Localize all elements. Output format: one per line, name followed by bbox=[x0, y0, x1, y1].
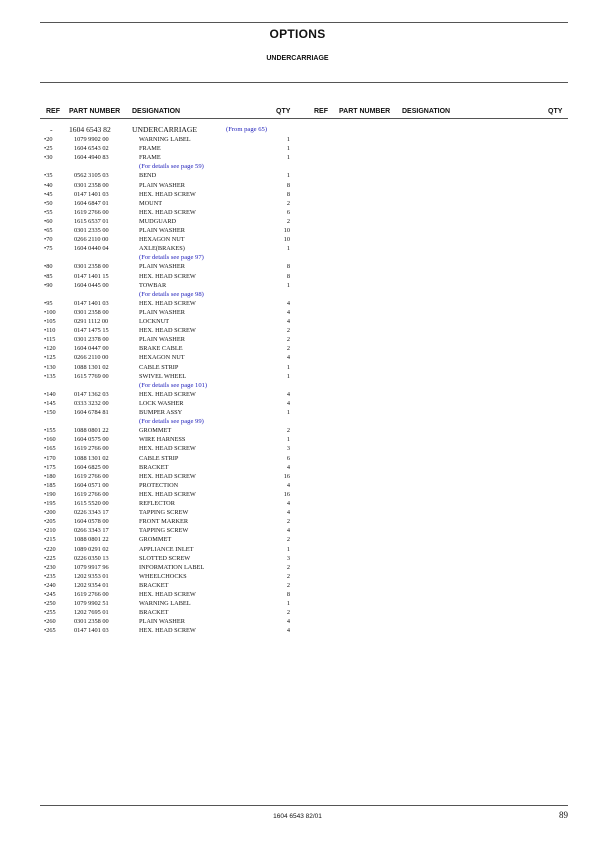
part-number-cell: 1079 9902 00 bbox=[74, 136, 109, 143]
parts-row bbox=[0, 572, 300, 581]
designation-cell: HEX. HEAD SCREW bbox=[139, 299, 196, 307]
ref-cell: •260 bbox=[44, 618, 56, 626]
qty-cell: 4 bbox=[286, 481, 290, 489]
parts-row bbox=[0, 226, 300, 235]
designation-cell: UNDERCARRIAGE bbox=[132, 125, 197, 134]
parts-row bbox=[0, 217, 300, 226]
part-number-cell: 1604 0447 00 bbox=[74, 345, 109, 353]
parts-row bbox=[0, 135, 300, 144]
qty-cell: 4 bbox=[286, 527, 290, 535]
part-number-cell: 0301 2358 00 bbox=[74, 308, 109, 316]
parts-row bbox=[0, 208, 300, 217]
part-number-cell: 0226 0350 13 bbox=[74, 554, 109, 562]
ref-cell: •55 bbox=[44, 208, 53, 216]
designation-cell: CABLE STRIP bbox=[139, 363, 179, 371]
designation-cell: CABLE STRIP bbox=[139, 454, 179, 462]
ref-cell: •175 bbox=[44, 463, 56, 471]
page-number: 89 bbox=[559, 810, 568, 820]
designation-cell: BRACKET bbox=[139, 581, 169, 589]
ref-cell: •20 bbox=[44, 136, 53, 143]
section-subtitle: UNDERCARRIAGE bbox=[266, 55, 329, 62]
ref-cell: •250 bbox=[44, 600, 56, 608]
part-number-cell: 1615 7769 00 bbox=[74, 372, 109, 380]
part-number-cell: 1604 0440 04 bbox=[74, 245, 109, 253]
ref-cell: •130 bbox=[44, 363, 56, 371]
parts-row bbox=[0, 199, 300, 208]
qty-cell: 8 bbox=[286, 272, 290, 280]
designation-cell: INFORMATION LABEL bbox=[139, 563, 205, 571]
ref-cell: •235 bbox=[44, 572, 56, 580]
ref-cell: •25 bbox=[44, 145, 53, 153]
ref-cell: •140 bbox=[44, 390, 56, 398]
part-number-cell: 1619 2766 00 bbox=[74, 490, 109, 498]
qty-cell: 1 bbox=[286, 372, 290, 380]
qty-cell: 4 bbox=[286, 627, 290, 635]
ref-cell: - bbox=[50, 125, 53, 134]
parts-row bbox=[0, 281, 300, 290]
designation-cell: PLAIN WASHER bbox=[139, 263, 185, 271]
parts-row bbox=[0, 144, 300, 153]
qty-cell: 10 bbox=[283, 227, 290, 234]
parts-row bbox=[0, 581, 300, 590]
col-header-qty: QTY bbox=[276, 108, 291, 115]
parts-row bbox=[0, 499, 300, 508]
parts-row bbox=[0, 472, 300, 481]
qty-cell: 16 bbox=[283, 472, 290, 480]
qty-cell: 2 bbox=[286, 327, 290, 335]
part-number-cell: 1619 2766 00 bbox=[74, 445, 109, 453]
qty-cell: 1 bbox=[286, 281, 290, 289]
ref-cell: •180 bbox=[44, 472, 56, 480]
ref-cell: •60 bbox=[44, 217, 53, 225]
qty-cell: 1 bbox=[286, 600, 290, 608]
ref-cell: •150 bbox=[44, 409, 56, 416]
part-number-cell: 0226 3343 17 bbox=[74, 509, 109, 517]
qty-cell: 1 bbox=[286, 145, 290, 153]
ref-cell: •165 bbox=[44, 445, 56, 453]
ref-cell: •265 bbox=[44, 627, 56, 635]
qty-cell: 1 bbox=[286, 363, 290, 371]
page-reference-row bbox=[0, 253, 300, 262]
document-code: 1604 6543 82/01 bbox=[273, 813, 322, 820]
parts-row bbox=[0, 408, 300, 417]
part-number-cell: 1604 6825 00 bbox=[74, 463, 109, 471]
parts-row bbox=[0, 626, 300, 635]
ref-cell: •90 bbox=[44, 281, 53, 289]
footer-rule bbox=[40, 805, 568, 806]
qty-cell: 4 bbox=[286, 299, 290, 307]
designation-cell: WARNING LABEL bbox=[139, 600, 191, 608]
part-number-cell: 0266 2110 00 bbox=[74, 236, 109, 244]
qty-cell: 8 bbox=[286, 263, 290, 271]
ref-cell: •135 bbox=[44, 372, 56, 380]
qty-cell: 6 bbox=[286, 454, 290, 462]
designation-cell: LOCKNUT bbox=[139, 318, 170, 325]
parts-row bbox=[0, 508, 300, 517]
ref-cell: •110 bbox=[44, 327, 56, 335]
designation-cell: HEX. HEAD SCREW bbox=[139, 190, 196, 198]
col-header-part-number: PART NUMBER bbox=[339, 108, 391, 115]
parts-row bbox=[0, 444, 300, 453]
part-number-cell: 0147 1362 03 bbox=[74, 390, 109, 398]
ref-cell: •85 bbox=[44, 272, 53, 280]
parts-row bbox=[0, 390, 300, 399]
page-title: OPTIONS bbox=[269, 27, 326, 41]
parts-row bbox=[0, 353, 300, 362]
designation-cell: PLAIN WASHER bbox=[139, 227, 185, 234]
designation-cell: REFLECTOR bbox=[139, 500, 175, 507]
parts-row bbox=[0, 490, 300, 499]
ref-cell: •80 bbox=[44, 263, 53, 271]
ref-cell: •160 bbox=[44, 436, 56, 444]
parts-row bbox=[0, 372, 300, 381]
qty-cell: 4 bbox=[286, 500, 290, 507]
part-number-cell: 0147 1475 15 bbox=[74, 327, 109, 335]
designation-cell: HEX. HEAD SCREW bbox=[139, 472, 196, 480]
part-number-cell: 0266 3343 17 bbox=[74, 527, 109, 535]
qty-cell: 2 bbox=[286, 536, 290, 544]
parts-row bbox=[0, 262, 300, 271]
ref-cell: •75 bbox=[44, 245, 53, 253]
part-number-cell: 1619 2766 00 bbox=[74, 591, 109, 598]
qty-cell: 4 bbox=[286, 618, 290, 626]
part-number-cell: 1604 0578 00 bbox=[74, 518, 109, 526]
parts-row bbox=[0, 299, 300, 308]
designation-cell: FRAME bbox=[139, 154, 161, 162]
ref-cell: •220 bbox=[44, 545, 56, 553]
page-reference-row bbox=[0, 381, 300, 390]
part-number-cell: 1089 0291 02 bbox=[74, 545, 109, 553]
parts-row bbox=[0, 244, 300, 253]
parts-row bbox=[0, 435, 300, 444]
qty-cell: 10 bbox=[283, 236, 290, 244]
part-number-cell: 1604 6543 82 bbox=[69, 125, 111, 134]
qty-cell: 4 bbox=[286, 399, 290, 407]
page-reference-row bbox=[0, 417, 300, 426]
ref-cell: •35 bbox=[44, 172, 53, 180]
ref-cell: •30 bbox=[44, 154, 53, 162]
qty-cell: 4 bbox=[286, 308, 290, 316]
designation-cell: BRACKET bbox=[139, 609, 169, 617]
ref-cell: •70 bbox=[44, 236, 53, 244]
col-header-designation: DESIGNATION bbox=[402, 108, 451, 115]
qty-cell: 16 bbox=[283, 490, 290, 498]
ref-cell: •185 bbox=[44, 481, 56, 489]
qty-cell: 2 bbox=[286, 581, 290, 589]
designation-cell: HEX. HEAD SCREW bbox=[139, 591, 196, 598]
designation-cell: SWIVEL WHEEL bbox=[139, 372, 187, 380]
parts-row bbox=[0, 563, 300, 572]
qty-cell: 3 bbox=[286, 554, 290, 562]
ref-cell: •210 bbox=[44, 527, 56, 535]
qty-cell: 1 bbox=[286, 436, 290, 444]
parts-row bbox=[0, 344, 300, 353]
qty-cell: 8 bbox=[286, 190, 290, 198]
designation-cell: LOCK WASHER bbox=[139, 399, 184, 407]
qty-cell: 1 bbox=[286, 545, 290, 553]
ref-cell: •215 bbox=[44, 536, 56, 544]
parts-row bbox=[0, 454, 300, 463]
part-number-cell: 1088 0801 22 bbox=[74, 536, 109, 544]
ref-cell: •145 bbox=[44, 399, 56, 407]
part-number-cell: 1202 9354 01 bbox=[74, 581, 109, 589]
designation-cell: BEND bbox=[139, 172, 157, 180]
designation-cell: HEX. HEAD SCREW bbox=[139, 390, 196, 398]
page-reference-link[interactable]: (For details see page 101) bbox=[139, 381, 208, 389]
designation-cell: PLAIN WASHER bbox=[139, 336, 185, 344]
designation-cell: HEXAGON NUT bbox=[139, 236, 185, 244]
page-reference-link[interactable]: (For details see page 99) bbox=[139, 418, 204, 426]
part-number-cell: 0266 2110 00 bbox=[74, 354, 109, 362]
designation-cell: TAPPING SCREW bbox=[139, 509, 189, 517]
part-number-cell: 1604 6784 81 bbox=[74, 409, 109, 416]
ref-cell: •100 bbox=[44, 308, 56, 316]
qty-cell: 2 bbox=[286, 336, 290, 344]
parts-row bbox=[0, 426, 300, 435]
ref-cell: •190 bbox=[44, 490, 56, 498]
qty-cell: 2 bbox=[286, 427, 290, 435]
designation-cell: PROTECTION bbox=[139, 481, 179, 489]
ref-cell: •200 bbox=[44, 509, 56, 517]
designation-cell: BRAKE CABLE bbox=[139, 345, 183, 353]
parts-row bbox=[0, 481, 300, 490]
qty-cell: 1 bbox=[286, 409, 290, 416]
part-number-cell: 1615 5520 00 bbox=[74, 500, 109, 507]
parts-row bbox=[0, 363, 300, 372]
parts-row bbox=[0, 617, 300, 626]
parts-row bbox=[0, 181, 300, 190]
parts-row bbox=[0, 308, 300, 317]
qty-cell: 2 bbox=[286, 572, 290, 580]
designation-cell: PLAIN WASHER bbox=[139, 308, 185, 316]
col-header-designation: DESIGNATION bbox=[132, 108, 181, 115]
parts-row bbox=[0, 554, 300, 563]
qty-cell: 2 bbox=[286, 609, 290, 617]
qty-cell: 8 bbox=[286, 181, 290, 189]
part-number-cell: 0147 1401 03 bbox=[74, 627, 109, 635]
parts-row bbox=[0, 517, 300, 526]
part-number-cell: 0301 2335 00 bbox=[74, 227, 109, 234]
qty-cell: 2 bbox=[286, 217, 290, 225]
parts-row bbox=[0, 317, 300, 326]
qty-cell: 4 bbox=[286, 318, 290, 325]
qty-cell: 1 bbox=[286, 154, 290, 162]
parts-row bbox=[0, 526, 300, 535]
part-number-cell: 1202 9353 01 bbox=[74, 572, 109, 580]
ref-cell: •205 bbox=[44, 518, 56, 526]
designation-cell: MUDGUARD bbox=[139, 217, 177, 225]
part-number-cell: 1088 0801 22 bbox=[74, 427, 109, 435]
parts-row bbox=[0, 545, 300, 554]
qty-cell: 4 bbox=[286, 390, 290, 398]
ref-cell: •120 bbox=[44, 345, 56, 353]
col-header-ref: REF bbox=[314, 108, 328, 115]
part-number-cell: 0301 2358 00 bbox=[74, 263, 109, 271]
parts-row bbox=[0, 171, 300, 180]
source-page-note[interactable]: (From page 65) bbox=[226, 126, 268, 133]
parts-row bbox=[0, 153, 300, 162]
ref-cell: •230 bbox=[44, 563, 56, 571]
part-number-cell: 1604 6543 02 bbox=[74, 145, 109, 153]
qty-cell: 2 bbox=[286, 563, 290, 571]
part-number-cell: 0147 1401 03 bbox=[74, 190, 109, 198]
qty-cell: 6 bbox=[286, 208, 290, 216]
qty-cell: 2 bbox=[286, 518, 290, 526]
qty-cell: 1 bbox=[286, 245, 290, 253]
parts-row bbox=[0, 235, 300, 244]
ref-cell: •45 bbox=[44, 190, 53, 198]
designation-cell: AXLE(BRAKES) bbox=[139, 245, 185, 253]
qty-cell: 8 bbox=[286, 591, 290, 598]
part-number-cell: 1604 0571 00 bbox=[74, 481, 109, 489]
designation-cell: HEX. HEAD SCREW bbox=[139, 272, 196, 280]
ref-cell: •255 bbox=[44, 609, 56, 617]
part-number-cell: 0147 1401 15 bbox=[74, 272, 109, 280]
designation-cell: HEX. HEAD SCREW bbox=[139, 627, 196, 635]
part-number-cell: 1604 0575 00 bbox=[74, 436, 109, 444]
ref-cell: •105 bbox=[44, 318, 56, 325]
ref-cell: •115 bbox=[44, 336, 56, 344]
qty-cell: 3 bbox=[286, 445, 290, 453]
designation-cell: PLAIN WASHER bbox=[139, 618, 185, 626]
designation-cell: HEX. HEAD SCREW bbox=[139, 208, 196, 216]
designation-cell: TOWBAR bbox=[139, 281, 167, 289]
part-number-cell: 1088 1301 02 bbox=[74, 454, 109, 462]
designation-cell: GROMMET bbox=[139, 536, 172, 544]
part-number-cell: 0291 1112 00 bbox=[74, 318, 109, 325]
page-reference-link[interactable]: (For details see page 97) bbox=[139, 254, 204, 262]
ref-cell: •50 bbox=[44, 199, 53, 207]
designation-cell: HEX. HEAD SCREW bbox=[139, 327, 196, 335]
parts-row bbox=[0, 463, 300, 472]
part-number-cell: 1079 9902 51 bbox=[74, 600, 109, 608]
parts-row bbox=[0, 326, 300, 335]
designation-cell: WHEELCHOCKS bbox=[139, 572, 187, 580]
ref-cell: •195 bbox=[44, 500, 56, 507]
part-number-cell: 0301 2378 00 bbox=[74, 336, 109, 344]
designation-cell: MOUNT bbox=[139, 199, 163, 207]
ref-cell: •40 bbox=[44, 181, 53, 189]
parts-row bbox=[0, 272, 300, 281]
part-number-cell: 1202 7695 01 bbox=[74, 609, 109, 617]
parts-row bbox=[0, 190, 300, 199]
ref-cell: •65 bbox=[44, 227, 53, 234]
part-number-cell: 0333 3232 00 bbox=[74, 399, 109, 407]
part-number-cell: 0301 2358 00 bbox=[74, 181, 109, 189]
designation-cell: FRONT MARKER bbox=[139, 518, 189, 526]
part-number-cell: 1079 9917 96 bbox=[74, 563, 109, 571]
part-number-cell: 0562 3105 03 bbox=[74, 172, 109, 180]
ref-cell: •170 bbox=[44, 454, 56, 462]
parts-row bbox=[0, 535, 300, 544]
ref-cell: •95 bbox=[44, 299, 53, 307]
parts-row bbox=[0, 124, 300, 135]
ref-cell: •125 bbox=[44, 354, 56, 362]
part-number-cell: 1619 2766 00 bbox=[74, 472, 109, 480]
designation-cell: SLOTTED SCREW bbox=[139, 554, 191, 562]
part-number-cell: 0147 1401 03 bbox=[74, 299, 109, 307]
parts-row bbox=[0, 608, 300, 617]
part-number-cell: 1615 6537 01 bbox=[74, 217, 109, 225]
page-reference-row bbox=[0, 290, 300, 299]
col-header-part-number: PART NUMBER bbox=[69, 108, 121, 115]
part-number-cell: 1604 0445 00 bbox=[74, 281, 109, 289]
designation-cell: WARNING LABEL bbox=[139, 136, 191, 143]
part-number-cell: 1088 1301 02 bbox=[74, 363, 109, 371]
designation-cell: GROMMET bbox=[139, 427, 172, 435]
ref-cell: •240 bbox=[44, 581, 56, 589]
ref-cell: •155 bbox=[44, 427, 56, 435]
ref-cell: •245 bbox=[44, 591, 56, 598]
part-number-cell: 0301 2358 00 bbox=[74, 618, 109, 626]
col-header-qty: QTY bbox=[548, 108, 563, 115]
qty-cell: 1 bbox=[286, 172, 290, 180]
parts-row bbox=[0, 335, 300, 344]
designation-cell: TAPPING SCREW bbox=[139, 527, 189, 535]
designation-cell: HEX. HEAD SCREW bbox=[139, 445, 196, 453]
qty-cell: 2 bbox=[286, 199, 290, 207]
designation-cell: PLAIN WASHER bbox=[139, 181, 185, 189]
designation-cell: BRACKET bbox=[139, 463, 169, 471]
page-reference-link[interactable]: (For details see page 59) bbox=[139, 163, 204, 171]
part-number-cell: 1604 4940 83 bbox=[74, 154, 109, 162]
qty-cell: 4 bbox=[286, 354, 290, 362]
qty-cell: 1 bbox=[286, 136, 290, 143]
designation-cell: WIRE HARNESS bbox=[139, 436, 186, 444]
designation-cell: HEXAGON NUT bbox=[139, 354, 185, 362]
parts-row bbox=[0, 590, 300, 599]
designation-cell: FRAME bbox=[139, 145, 161, 153]
col-header-ref: REF bbox=[46, 108, 60, 115]
designation-cell: HEX. HEAD SCREW bbox=[139, 490, 196, 498]
qty-cell: 4 bbox=[286, 463, 290, 471]
part-number-cell: 1604 6847 01 bbox=[74, 199, 109, 207]
ref-cell: •225 bbox=[44, 554, 56, 562]
qty-cell: 2 bbox=[286, 345, 290, 353]
designation-cell: APPLIANCE INLET bbox=[139, 545, 194, 553]
page-reference-row bbox=[0, 162, 300, 171]
designation-cell: BUMPER ASSY bbox=[139, 409, 183, 416]
qty-cell: 4 bbox=[286, 509, 290, 517]
page-reference-link[interactable]: (For details see page 98) bbox=[139, 290, 204, 298]
parts-row bbox=[0, 399, 300, 408]
part-number-cell: 1619 2766 00 bbox=[74, 208, 109, 216]
parts-row bbox=[0, 599, 300, 608]
